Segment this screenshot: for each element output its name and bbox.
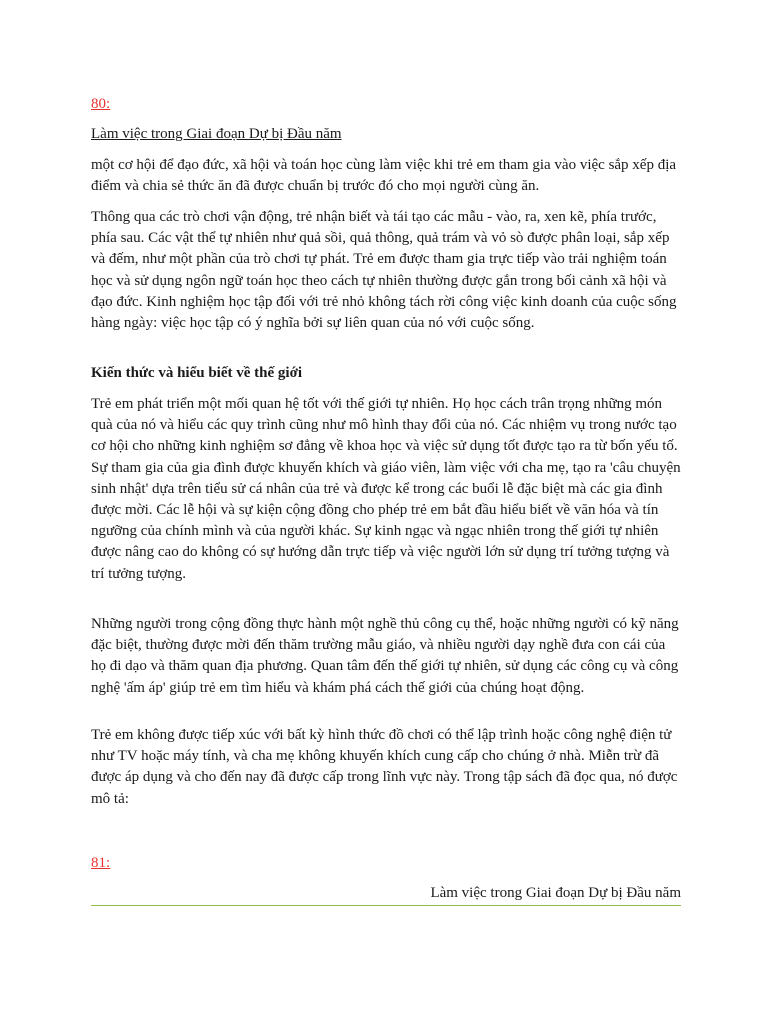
header-rule xyxy=(91,905,681,906)
paragraph-technology: Trẻ em không được tiếp xúc với bất kỳ hình thức đồ chơi có thể lập trình hoặc công nghệ điện tử như TV hoặc máy tính, và cha mẹ không khuyến khích cung cấp cho chúng ở nhà. Miễn trừ đã được áp dụng và cho đến nay đã được cấp trong lĩnh vực này. Trong tập sách đã đọc qua, nó được mô tả: xyxy=(91,727,678,807)
paragraph-community: Những người trong cộng đồng thực hành một nghề thủ công cụ thể, hoặc những người có kỹ năng đặc biệt, thường được mời đến thăm trường mẫu giáo, và nhiều người dạy nghề đưa con cái của họ đi dạo và thăm quan địa phương. Quan tâm đến thế giới tự nhiên, sử dụng các công cụ và công nghệ 'ấm áp' giúp trẻ em tìm hiểu và khám phá cách thế giới của chúng hoạt động. xyxy=(91,616,679,696)
paragraph-natural-world: Trẻ em phát triển một mối quan hệ tốt với thế giới tự nhiên. Họ học cách trân trọng những món quà của nó và hiểu các quy trình cũng như mô hình thay đổi của nó. Các nhiệm vụ trong nước tạo cơ hội cho những kinh nghiệm sơ đẳng về khoa học và việc sử dụng tốt được tạo ra từ bốn yếu tố. Sự tham gia của gia đình được khuyến khích và giáo viên, làm việc với cha mẹ, tạo ra 'câu chuyện sinh nhật' dựa trên tiểu sử cá nhân của trẻ và được kể trong các buổi lễ đặc biệt mà các gia đình được mời. Các lễ hội và sự kiện cộng đồng cho phép trẻ em bắt đầu hiểu biết về văn hóa và tín ngưỡng của chính mình và của người khác. Sự kinh ngạc và ngạc nhiên trong thế giới tự nhiên được nâng cao do không có sự hướng dẫn trực tiếp và việc người lớn sử dụng trí tưởng tượng và trí tưởng tượng. xyxy=(91,396,681,582)
section-heading: Kiến thức và hiểu biết về thế giới xyxy=(91,365,303,381)
page-title: Làm việc trong Giai đoạn Dự bị Đầu năm xyxy=(91,126,342,142)
paragraph-motor-games: Thông qua các trò chơi vận động, trẻ nhận biết và tái tạo các mẫu - vào, ra, xen kẽ, phía trước, phía sau. Các vật thể tự nhiên như quả sồi, quả thông, quả trám và vỏ sò được phân loại, sắp xếp và đếm, như một phần của trò chơi tự phát. Trẻ em được tham gia trực tiếp vào trải nghiệm toán học và sử dụng ngôn ngữ toán học theo cách tự nhiên thường được gắn trong bối cảnh xã hội và đạo đức. Kinh nghiệm học tập đối với trẻ nhỏ không tách rời công việc kinh doanh của cuộc sống hàng ngày: việc học tập có ý nghĩa bởi sự liên quan của nó với cuộc sống. xyxy=(91,209,677,332)
paragraph-intro: một cơ hội để đạo đức, xã hội và toán học cùng làm việc khi trẻ em tham gia vào việc sắp xếp địa điểm và chia sẻ thức ăn đã được chuẩn bị trước đó cho mọi người cùng ăn. xyxy=(91,157,677,195)
running-header: Làm việc trong Giai đoạn Dự bị Đầu năm xyxy=(430,885,681,901)
page-number-top: 80: xyxy=(91,96,111,112)
page-number-bottom: 81: xyxy=(91,855,111,871)
